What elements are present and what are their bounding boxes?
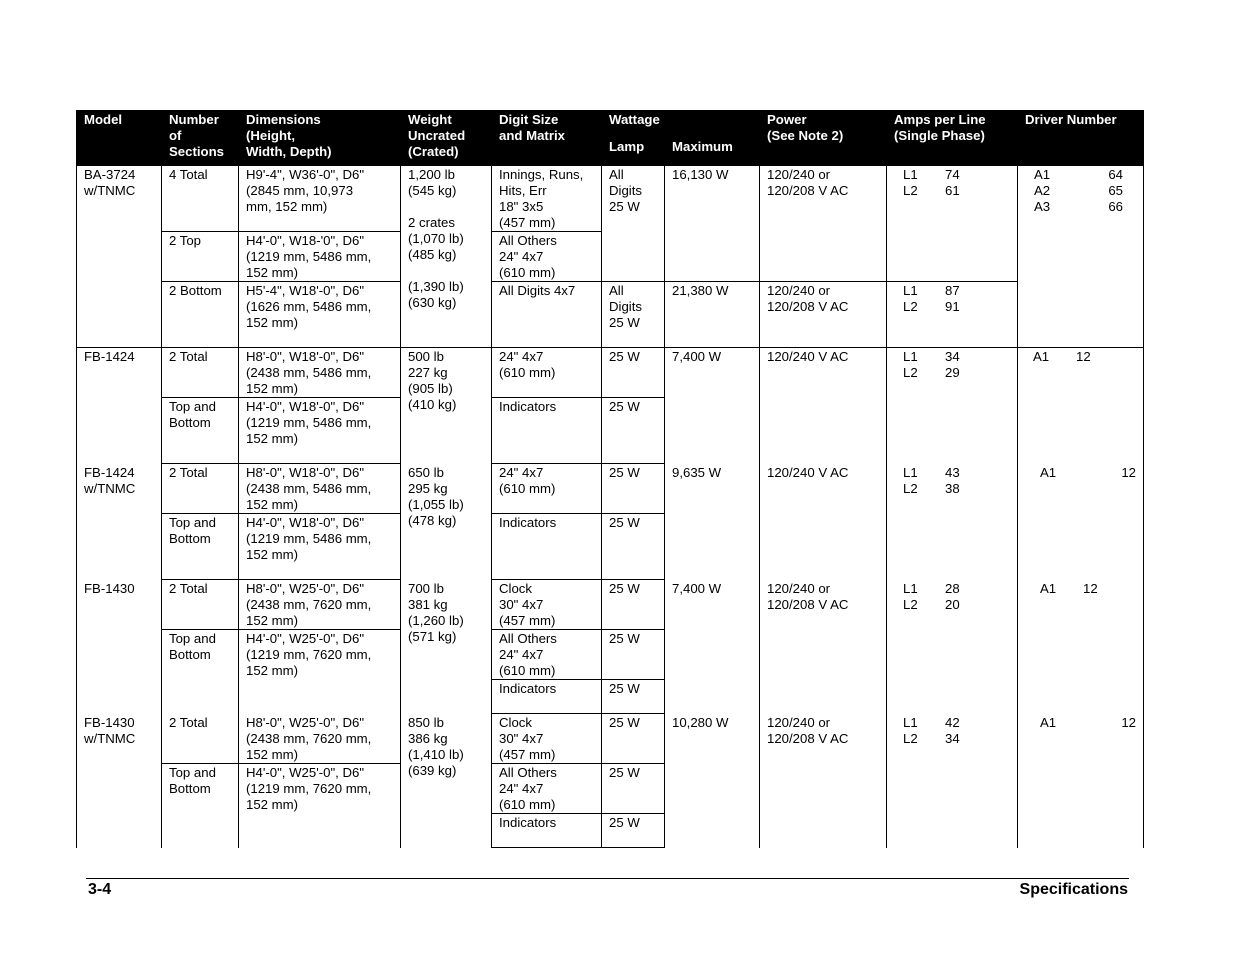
cell-maximum: 21,380 W (665, 282, 760, 348)
text-line: Indicators (499, 515, 557, 530)
text-line: (1,410 lb) (408, 746, 464, 762)
cell-dimensions (239, 166, 401, 232)
cell-digit-size (492, 814, 602, 848)
cell-sections (162, 398, 239, 464)
text-line: (545 kg) (408, 183, 457, 198)
text-line: (457 mm) (499, 215, 556, 230)
pair-value: 20 (945, 596, 960, 612)
text-line: Hits, Err (499, 183, 547, 198)
text-line: Weight (408, 112, 452, 127)
text-line: 120/240 V AC (767, 464, 849, 480)
pair-label: L1 (903, 580, 918, 596)
value-pair (903, 349, 1010, 365)
cell-dimensions (239, 714, 401, 764)
text-line: (1,390 lb) (408, 279, 464, 294)
cell-amps (887, 714, 1018, 848)
header-digit-size (492, 111, 602, 166)
text-line: 120/208 V AC (767, 596, 849, 612)
text-line: (410 kg) (408, 397, 457, 412)
cell-sections: 4 Total (162, 166, 239, 232)
cell-amps (887, 166, 1018, 282)
value-pair (1040, 581, 1136, 597)
cell-sections: 2 Total (162, 580, 239, 630)
text-line: 2 crates (408, 215, 455, 230)
pair-label: A2 (1034, 183, 1051, 198)
text-line: 152 mm) (246, 497, 299, 512)
pair-label: L1 (903, 349, 918, 364)
text-line: w/TNMC (84, 480, 136, 496)
cell-lamp (602, 282, 665, 348)
value-pair (1040, 465, 1136, 481)
pair-label: L2 (903, 596, 918, 612)
cell-digit-size (492, 166, 602, 232)
pair-value: 34 (945, 730, 960, 746)
value-pair (903, 481, 1010, 497)
text-line: 152 mm) (246, 315, 299, 330)
cell-maximum: 7,400 W (665, 580, 760, 714)
table-row (77, 580, 1144, 630)
text-line: 25 W (609, 199, 640, 214)
header-number-of-sections (162, 111, 239, 166)
text-line: 850 lb (408, 714, 444, 730)
text-line: 24" 4x7 (499, 349, 544, 364)
text-line: H8'-0", W18'-0", D6" (246, 465, 365, 480)
value-pair (903, 581, 1010, 597)
text-line: (2845 mm, 10,973 (246, 183, 354, 198)
cell-dimensions (239, 580, 401, 630)
text-line: 120/208 V AC (767, 183, 849, 198)
pair-value: 87 (945, 283, 960, 298)
pair-value: 34 (945, 349, 960, 364)
cell-maximum: 16,130 W (665, 166, 760, 282)
text-line: 120/240 or (767, 167, 831, 182)
text-line: mm, 152 mm) (246, 199, 328, 214)
cell-digit-size (492, 282, 602, 348)
cell-amps (887, 282, 1018, 348)
header-lamp: Lamp (602, 133, 665, 166)
text-line: FB-1424 (84, 349, 135, 364)
text-line: w/TNMC (84, 730, 136, 746)
text-line: Indicators (499, 815, 557, 830)
pair-label: L2 (903, 365, 918, 380)
text-line: (1,055 lb) (408, 496, 464, 512)
text-line: 24" 4x7 (499, 465, 544, 480)
text-line: (571 kg) (408, 628, 457, 644)
text-line: Digits (609, 183, 642, 198)
text-line: Indicators (499, 399, 557, 414)
table-row (77, 166, 1144, 232)
text-line: H8'-0", W18'-0", D6" (246, 349, 365, 364)
table-header (77, 111, 1144, 166)
text-line: (610 mm) (499, 663, 556, 678)
text-line: 24" 4x7 (499, 249, 544, 264)
text-line: 700 lb (408, 580, 444, 596)
cell-amps (887, 580, 1018, 714)
value-pair (903, 299, 1010, 315)
text-line: H9'-4", W36'-0", D6" (246, 167, 365, 182)
text-line: (1,070 lb) (408, 231, 464, 246)
cell-dimensions (239, 764, 401, 848)
text-line: 152 mm) (246, 797, 299, 812)
cell-digit-size (492, 714, 602, 764)
pair-value: 91 (945, 299, 960, 314)
cell-sections: 2 Total (162, 714, 239, 764)
cell-weight (401, 348, 492, 464)
text-line: 152 mm) (246, 265, 299, 280)
cell-driver (1018, 166, 1144, 348)
pair-label: L1 (903, 464, 918, 480)
text-line: (610 mm) (499, 481, 556, 496)
text-line: (610 mm) (499, 365, 556, 380)
cell-digit-size (492, 348, 602, 398)
pair-label: L2 (903, 730, 918, 746)
text-line: H8'-0", W25'-0", D6" (246, 581, 365, 596)
cell-lamp (602, 166, 665, 282)
cell-dimensions (239, 348, 401, 398)
text-line: 120/208 V AC (767, 299, 849, 314)
text-line: H4'-0", W25'-0", D6" (246, 631, 365, 646)
cell-driver (1018, 714, 1144, 848)
text-line (408, 199, 484, 215)
pair-value: 64 (1108, 167, 1123, 182)
cell-dimensions (239, 464, 401, 514)
header-maximum: Maximum (665, 133, 760, 166)
pair-value: 42 (945, 714, 960, 730)
pair-value: 38 (945, 480, 960, 496)
text-line: Width, Depth) (246, 144, 332, 159)
text-line: All Others (499, 765, 557, 780)
cell-digit-size (492, 630, 602, 680)
page-number: 3-4 (88, 881, 112, 898)
text-line: (610 mm) (499, 265, 556, 280)
cell-sections: 2 Total (162, 348, 239, 398)
text-line: (905 lb) (408, 381, 453, 396)
cell-maximum: 9,635 W (665, 464, 760, 580)
text-line: Top and (169, 399, 216, 414)
cell-digit-size (492, 680, 602, 714)
text-line: (Crated) (408, 144, 459, 159)
value-pair (903, 183, 1010, 199)
header-power (760, 111, 887, 166)
text-line: All Others (499, 233, 557, 248)
text-line: and Matrix (499, 128, 565, 143)
text-line: w/TNMC (84, 183, 136, 198)
text-line: (1219 mm, 5486 mm, (246, 531, 372, 546)
value-pair (903, 731, 1010, 747)
text-line: 152 mm) (246, 547, 299, 562)
text-line: H5'-4", W18'-0", D6" (246, 283, 365, 298)
cell-lamp: 25 W (602, 348, 665, 398)
text-line: 650 lb (408, 464, 444, 480)
text-line: (1219 mm, 7620 mm, (246, 781, 372, 796)
cell-lamp: 25 W (602, 398, 665, 464)
text-line: 386 kg (408, 730, 448, 746)
pair-value: 12 (1083, 580, 1098, 596)
cell-model (77, 714, 162, 848)
cell-lamp: 25 W (602, 764, 665, 814)
header-model: Model (77, 111, 162, 166)
text-line: Sections (169, 144, 224, 159)
value-pair (903, 167, 1010, 183)
cell-digit-size (492, 232, 602, 282)
cell-power (760, 464, 887, 580)
header-driver-number: Driver Number (1018, 111, 1144, 166)
text-line: Digits (609, 299, 642, 314)
text-line: (457 mm) (499, 613, 556, 628)
cell-lamp: 25 W (602, 630, 665, 680)
text-line: 152 mm) (246, 746, 299, 762)
text-line: H4'-0", W18'-0", D6" (246, 515, 365, 530)
pair-label: A1 (1034, 167, 1051, 182)
pair-value: 29 (945, 365, 960, 380)
text-line: FB-1430 (84, 714, 135, 730)
text-line: 24" 4x7 (499, 647, 544, 662)
pair-value: 66 (1108, 199, 1123, 214)
text-line: (Single Phase) (894, 128, 985, 143)
text-line: Clock (499, 581, 532, 596)
text-line: Bottom (169, 781, 211, 796)
cell-weight (401, 580, 492, 714)
cell-amps (887, 464, 1018, 580)
text-line: BA-3724 (84, 167, 136, 182)
text-line: (See Note 2) (767, 128, 844, 143)
text-line: (2438 mm, 7620 mm, (246, 730, 372, 746)
text-line: (639 kg) (408, 762, 457, 778)
pair-label: L2 (903, 299, 918, 314)
text-line: Top and (169, 631, 216, 646)
value-pair (903, 715, 1010, 731)
value-pair (903, 283, 1010, 299)
text-line: H4'-0", W25'-0", D6" (246, 765, 365, 780)
value-pair (1033, 349, 1136, 365)
text-line: (630 kg) (408, 295, 457, 310)
text-line: (1626 mm, 5486 mm, (246, 299, 372, 314)
text-line: 381 kg (408, 596, 448, 612)
pair-value: 12 (1076, 349, 1091, 364)
cell-power (760, 166, 887, 282)
pair-value: 28 (945, 580, 960, 596)
text-line (408, 263, 484, 279)
pair-label: A1 (1033, 349, 1050, 364)
cell-weight (401, 714, 492, 848)
cell-lamp: 25 W (602, 814, 665, 848)
pair-value: 43 (945, 464, 960, 480)
text-line: 152 mm) (246, 431, 299, 446)
cell-digit-size (492, 398, 602, 464)
cell-lamp: 25 W (602, 514, 665, 580)
text-line: 30" 4x7 (499, 597, 544, 612)
cell-maximum: 7,400 W (665, 348, 760, 464)
cell-power (760, 348, 887, 464)
text-line: 152 mm) (246, 613, 299, 628)
cell-maximum: 10,280 W (665, 714, 760, 848)
cell-sections: 2 Top (162, 232, 239, 282)
text-line: Uncrated (408, 128, 466, 143)
text-line: Bottom (169, 647, 211, 662)
pair-label: L1 (903, 283, 918, 298)
text-line: Power (767, 112, 807, 127)
text-line: 120/240 or (767, 714, 831, 730)
cell-model (77, 580, 162, 714)
table-row (77, 282, 1144, 348)
text-line: 152 mm) (246, 663, 299, 678)
text-line: Number (169, 112, 219, 127)
cell-model (77, 166, 162, 348)
cell-driver (1018, 580, 1144, 714)
text-line: Amps per Line (894, 112, 986, 127)
text-line: 120/240 V AC (767, 349, 849, 364)
text-line: Innings, Runs, (499, 167, 584, 182)
cell-sections: 2 Total (162, 464, 239, 514)
text-line: Indicators (499, 681, 557, 696)
text-line: (457 mm) (499, 747, 556, 762)
text-line: All Digits 4x7 (499, 283, 576, 298)
text-line: 500 lb (408, 349, 444, 364)
value-pair (1034, 167, 1136, 183)
pair-value: 12 (1121, 464, 1136, 480)
text-line: (2438 mm, 5486 mm, (246, 365, 372, 380)
footer-rule (86, 878, 1129, 879)
text-line: All Others (499, 631, 557, 646)
cell-digit-size (492, 580, 602, 630)
text-line: (2438 mm, 7620 mm, (246, 597, 372, 612)
pair-label: A1 (1040, 580, 1057, 596)
header-dimensions (239, 111, 401, 166)
text-line: (Height, (246, 128, 296, 143)
cell-dimensions (239, 398, 401, 464)
text-line: H8'-0", W25'-0", D6" (246, 714, 365, 730)
section-title: Specifications (1019, 881, 1128, 898)
text-line: (1,260 lb) (408, 612, 464, 628)
cell-weight (401, 464, 492, 580)
cell-model (77, 348, 162, 464)
text-line: 227 kg (408, 365, 448, 380)
text-line: Bottom (169, 531, 211, 546)
text-line: H4'-0", W18-'0", D6" (246, 233, 365, 248)
text-line: (1219 mm, 7620 mm, (246, 647, 372, 662)
cell-dimensions (239, 514, 401, 580)
text-line: 152 mm) (246, 381, 299, 396)
text-line: 24" 4x7 (499, 781, 544, 796)
text-line: (1219 mm, 5486 mm, (246, 249, 372, 264)
text-line: FB-1424 (84, 464, 135, 480)
cell-power (760, 714, 887, 848)
header-weight (401, 111, 492, 166)
table-row (77, 464, 1144, 514)
text-line: 25 W (609, 315, 640, 330)
pair-value: 61 (945, 183, 960, 198)
cell-sections: 2 Bottom (162, 282, 239, 348)
text-line: H4'-0", W18'-0", D6" (246, 399, 365, 414)
pair-value: 65 (1108, 183, 1123, 198)
pair-label: L1 (903, 167, 918, 182)
value-pair (903, 597, 1010, 613)
cell-driver (1018, 464, 1144, 580)
cell-lamp: 25 W (602, 680, 665, 714)
cell-amps (887, 348, 1018, 464)
value-pair (903, 465, 1010, 481)
header-amps-per-line (887, 111, 1018, 166)
text-line: All (609, 167, 624, 182)
text-line: 30" 4x7 (499, 731, 544, 746)
text-line: Top and (169, 765, 216, 780)
pair-label: L2 (903, 183, 918, 198)
cell-model (77, 464, 162, 580)
text-line: 295 kg (408, 480, 448, 496)
pair-label: L2 (903, 480, 918, 496)
text-line: (478 kg) (408, 512, 457, 528)
text-line: (2438 mm, 5486 mm, (246, 481, 372, 496)
value-pair (1034, 199, 1136, 215)
pair-value: 12 (1121, 714, 1136, 730)
text-line: 120/240 or (767, 283, 831, 298)
cell-sections (162, 630, 239, 714)
cell-lamp: 25 W (602, 580, 665, 630)
pair-label: A3 (1034, 199, 1051, 214)
cell-lamp: 25 W (602, 714, 665, 764)
table-row (77, 714, 1144, 764)
pair-label: A1 (1040, 464, 1057, 480)
text-line: 120/240 or (767, 580, 831, 596)
header-wattage: Wattage (602, 111, 760, 133)
cell-dimensions (239, 232, 401, 282)
cell-driver (1018, 348, 1144, 464)
cell-digit-size (492, 514, 602, 580)
text-line: 18" 3x5 (499, 199, 544, 214)
cell-dimensions (239, 630, 401, 714)
cell-dimensions (239, 282, 401, 348)
value-pair (1034, 183, 1136, 199)
text-line: Bottom (169, 415, 211, 430)
text-line: Digit Size (499, 112, 559, 127)
value-pair (903, 365, 1010, 381)
cell-digit-size (492, 764, 602, 814)
cell-weight (401, 166, 492, 348)
cell-power (760, 580, 887, 714)
specifications-table (76, 110, 1144, 848)
cell-digit-size (492, 464, 602, 514)
text-line: Clock (499, 715, 532, 730)
text-line: Dimensions (246, 112, 321, 127)
text-line: 120/208 V AC (767, 730, 849, 746)
pair-label: L1 (903, 714, 918, 730)
text-line: of (169, 128, 182, 143)
pair-value: 74 (945, 167, 960, 182)
text-line: FB-1430 (84, 580, 135, 596)
cell-lamp: 25 W (602, 464, 665, 514)
table-row (77, 348, 1144, 398)
cell-sections (162, 514, 239, 580)
text-line: 1,200 lb (408, 167, 455, 182)
text-line: All (609, 283, 624, 298)
cell-sections (162, 764, 239, 848)
text-line: Top and (169, 515, 216, 530)
text-line: (485 kg) (408, 247, 457, 262)
value-pair (1040, 715, 1136, 731)
pair-label: A1 (1040, 714, 1057, 730)
cell-power (760, 282, 887, 348)
text-line: (610 mm) (499, 797, 556, 812)
text-line: (1219 mm, 5486 mm, (246, 415, 372, 430)
